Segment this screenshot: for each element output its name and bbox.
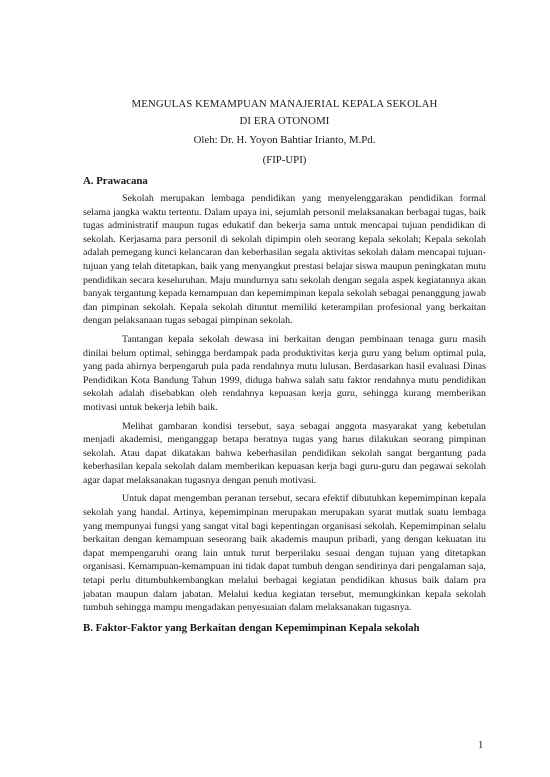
page-content — [83, 96, 486, 639]
paragraph-4: Untuk dapat mengemban peranan tersebut, secara efektif dibutuhkan kepemimpinan kepala sekolah yang handal. Artinya, kepemimpinan merupakan merupakan syarat mutlak suatu lembaga yang mempunyai fungsi yang sangat vital bagi kepentingan organisasi sekolah. Kepemimpinan selalu berkaitan dengan kemampuan seseorang baik akademis maupun pribadi, yang dengan kekuatan itu dapat mempengaruhi orang lain untuk turut berperilaku sesuai dengan tujuan yang ditetapkan organisasi. Kemampuan-kemampuan ini tidak dapat tumbuh dengan sendirinya dari pengalaman saja, tetapi perlu ditumbuhkembangkan melalui berbagai kegiatan pendidikan khusus baik dalam pra jabatan maupun dalam jabatan. Melalui kedua kegiatan tersebut, memungkinkan kepala sekolah tumbuh sehingga mampu mengadakan penyesuaian dalam melaksanakan tugasnya. — [83, 493, 486, 614]
title-line-2: DI ERA OTONOMI — [239, 115, 330, 127]
author-line: Oleh: Dr. H. Yoyon Bahtiar Irianto, M.Pd. — [193, 134, 376, 146]
document-title — [83, 96, 486, 130]
paragraph-2: Tantangan kepala sekolah dewasa ini berkaitan dengan pembinaan tenaga guru masih dinilai belum optimal, sehingga berdampak pada produktivitas kerja guru yang belum optimal pula, yang pada ahirnya berpengaruh pula pada rendahnya mutu lulusan. Berdasarkan hasil evaluasi Dinas Pendidikan Kota Bandung Tahun 1999, diduga bahwa salah satu faktor rendahnya mutu pendidikan sekolah adalah disebabkan oleh rendahnya kepuasan kerja guru, sehingga kurang memberikan motivasi untuk bekerja lebih baik. — [83, 333, 486, 413]
section-heading-a: A. Prawacana — [83, 175, 148, 187]
title-line-1: MENGULAS KEMAMPUAN MANAJERIAL KEPALA SEKOLAH — [131, 98, 438, 110]
affiliation-line: (FIP-UPI) — [262, 154, 307, 166]
page-number: 1 — [478, 740, 484, 751]
paragraph-1: Sekolah merupakan lembaga pendidikan yang menyelenggarakan pendidikan formal selama jangka waktu tertentu. Dalam upaya ini, sejumlah personil melaksanakan berbagai tugas, baik tugas administratif maupun tugas edukatif dan bekerja sama untuk mencapai tujuan pendidikan di sekolah. Kerjasama para personil di sekolah dipimpin oleh seorang kepala sekolah; Kepala sekolah adalah pemegang kunci kelancaran dan keberhasilan segala aktivitas sekolah dalam mencapai tujuan-tujuan yang telah ditetapkan, baik yang menyangkut prestasi belajar siswa maupun peningkatan mutu pendidikan secara keseluruhan. Maju mundurnya satu sekolah dengan segala aspek kegiatannya akan banyak tergantung kepada kemampuan dan kepemimpinan kepala sekolah sebagai penanggung jawab dan pimpinan sekolah. Kepala sekolah dituntut memiliki keterampilan profesional yang berkaitan dengan pelaksanaan tugas sebagai pimpinan sekolah. — [83, 193, 486, 327]
section-heading-b: B. Faktor-Faktor yang Berkaitan dengan Kepemimpinan Kepala sekolah — [83, 621, 420, 634]
paragraph-3: Melihat gambaran kondisi tersebut, saya sebagai anggota masyarakat yang kebetulan menjadi akademisi, menganggap betapa beratnya tugas yang harus dilakukan seorang pimpinan sekolah. Atau dapat dikatakan bahwa keberhasilan pendidikan sekolah sangat bergantung pada keberhasilan kepala sekolah dalam memberikan kepuasan kerja bagi guru-guru dan pegawai sekolah agar dapat melaksanakan tugasnya dengan penuh motivasi. — [83, 420, 486, 486]
